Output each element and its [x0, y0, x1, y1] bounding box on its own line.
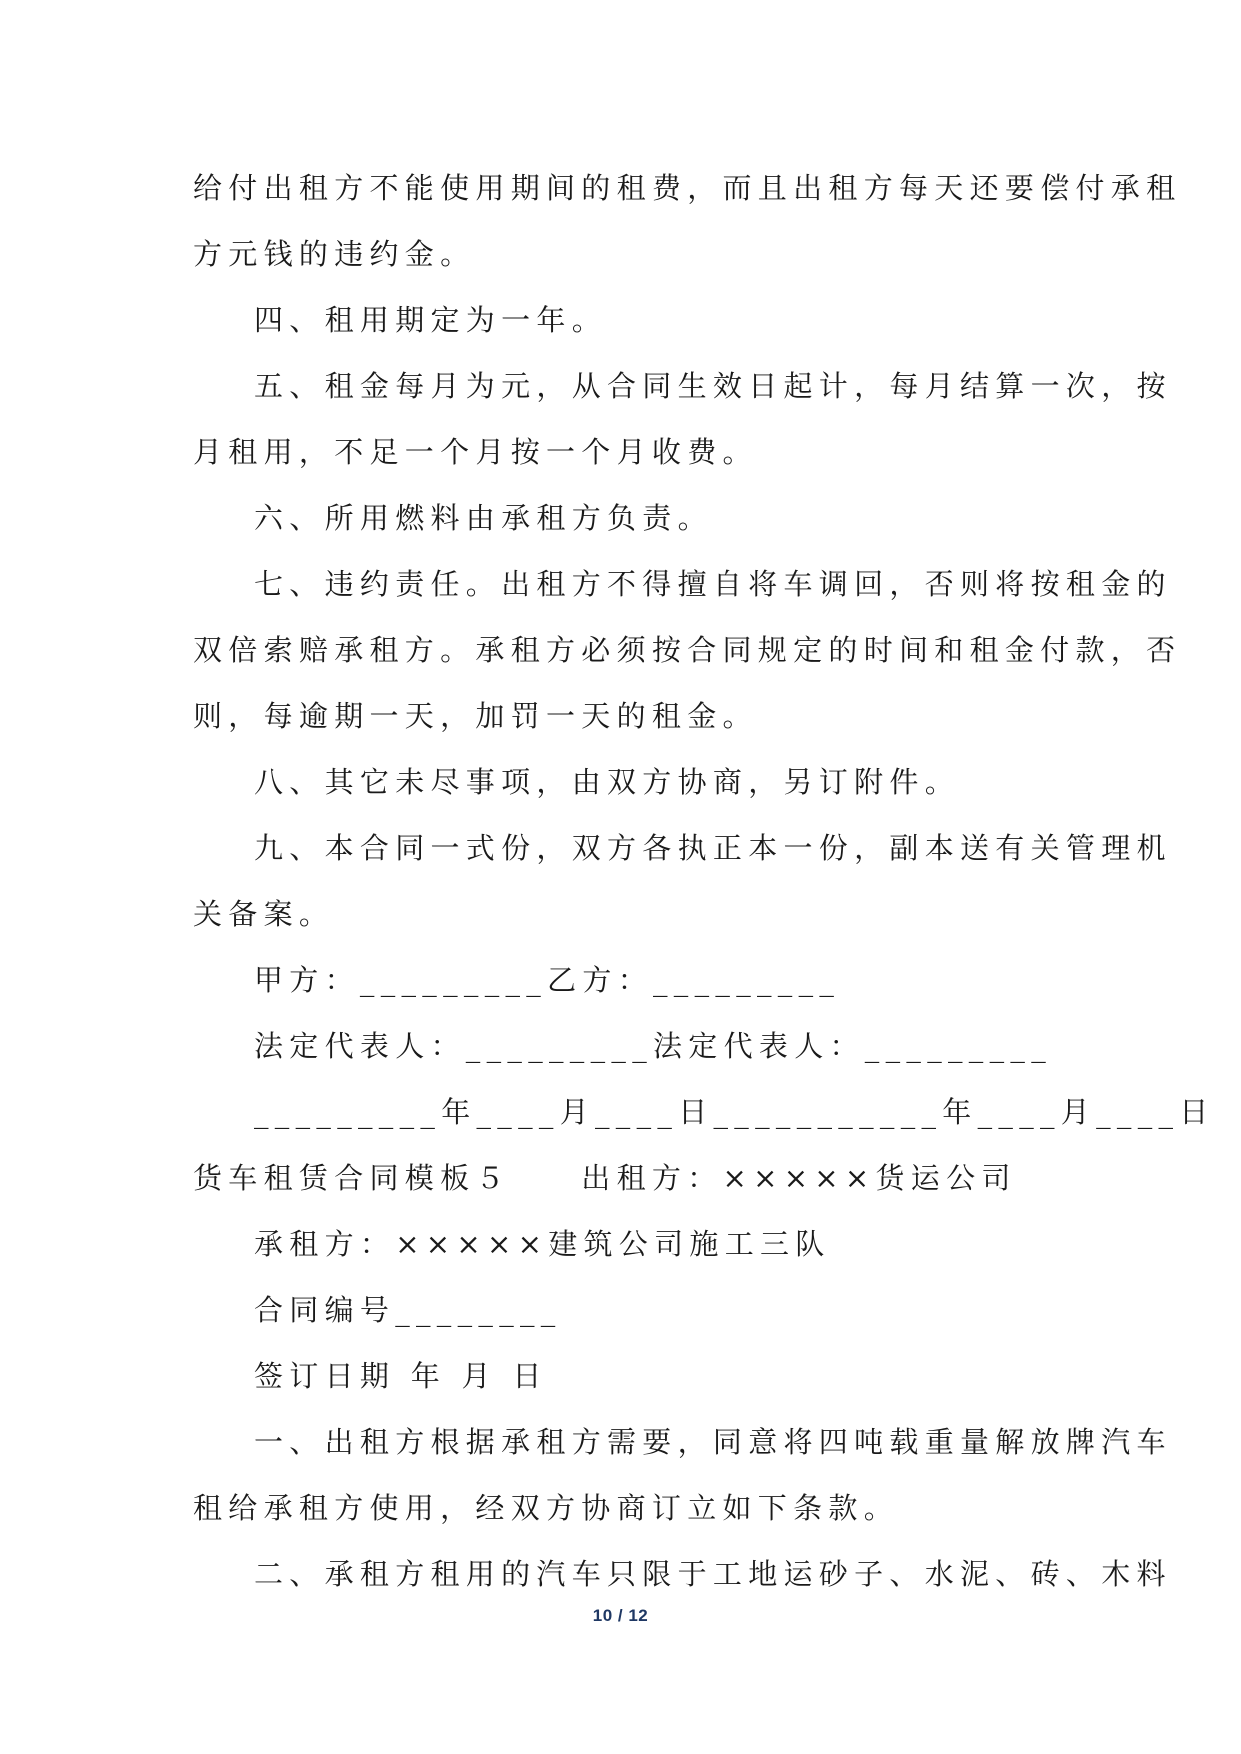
clause-1: 一、出租方根据承租方需要，同意将四吨载重量解放牌汽车 — [254, 1425, 1172, 1459]
body-line: 方元钱的违约金。 — [193, 237, 476, 271]
body-line: 月租用，不足一个月按一个月收费。 — [193, 435, 758, 469]
contract-number-line: 合同编号________ — [254, 1293, 562, 1327]
body-line: 关备案。 — [193, 897, 335, 931]
contract-body — [193, 155, 1215, 1607]
body-line: 给付出租方不能使用期间的租费，而且出租方每天还要偿付承租 — [193, 171, 1182, 205]
signature-date-line: _________年____月____日___________年____月____日 — [254, 1095, 1215, 1129]
legal-representative-line: 法定代表人：_________法定代表人：_________ — [254, 1029, 1053, 1063]
body-line: 租给承租方使用，经双方协商订立如下条款。 — [193, 1491, 900, 1525]
clause-8: 八、其它未尽事项，由双方协商，另订附件。 — [254, 765, 961, 799]
contract-title-line: 货车租赁合同模板５ 出租方：×××××货运公司 — [193, 1161, 1017, 1195]
signature-parties-line: 甲方：_________乙方：_________ — [254, 963, 841, 997]
lessee-line: 承租方：×××××建筑公司施工三队 — [254, 1227, 831, 1261]
signing-date-line: 签订日期 年 月 日 — [254, 1359, 548, 1393]
body-line: 双倍索赔承租方。承租方必须按合同规定的时间和租金付款，否 — [193, 633, 1182, 667]
clause-4: 四、租用期定为一年。 — [254, 303, 608, 337]
page-number: 10 / 12 — [592, 1606, 649, 1625]
clause-2: 二、承租方租用的汽车只限于工地运砂子、水泥、砖、木料 — [254, 1557, 1172, 1591]
clause-9: 九、本合同一式份，双方各执正本一份，副本送有关管理机 — [254, 831, 1172, 865]
clause-5: 五、租金每月为元，从合同生效日起计，每月结算一次，按 — [254, 369, 1172, 403]
body-line: 则，每逾期一天，加罚一天的租金。 — [193, 699, 758, 733]
clause-7: 七、违约责任。出租方不得擅自将车调回，否则将按租金的 — [254, 567, 1172, 601]
clause-6: 六、所用燃料由承租方负责。 — [254, 501, 713, 535]
